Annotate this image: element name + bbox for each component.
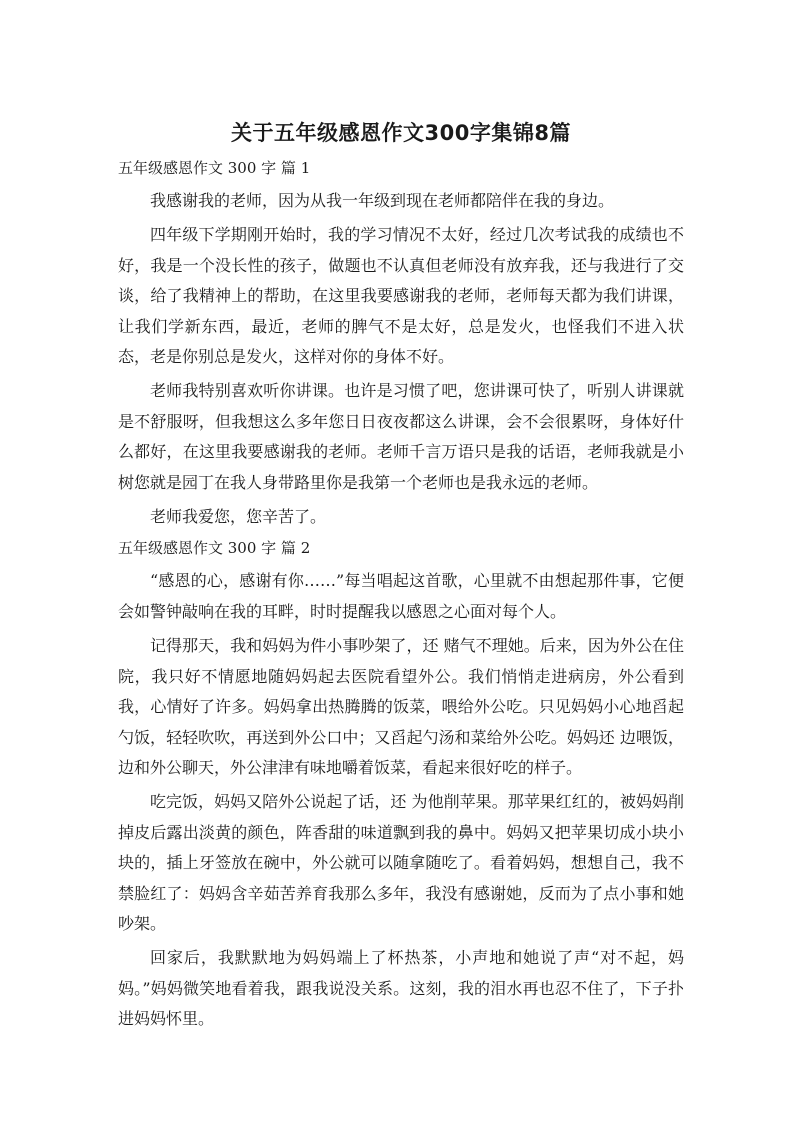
section-heading: 五年级感恩作文 300 字 篇 2 (118, 539, 311, 558)
document-title: 关于五年级感恩作文300字集锦8篇 (231, 121, 571, 145)
paragraph: 回家后，我默默地为妈妈端上了杯热茶，小声地和她说了声“对不起，妈妈。”妈妈微笑地看着我，跟我说没关系。这刻，我的泪水再也忍不住了，下子扑进妈妈怀里。 (118, 948, 684, 1029)
section-heading: 五年级感恩作文 300 字 篇 1 (118, 159, 311, 177)
paragraph: 记得那天，我和妈妈为件小事吵架了，还 赌气不理她。后来，因为外公在住院，我只好不情愿地随妈妈起去医院看望外公。我们悄悄走进病房，外公看到我，心情好了许多。妈妈拿出热腾腾的饭菜，喂给外公吃。只见妈妈小心地舀起勺饭，轻轻吹吹，再送到外公口中；又舀起勺汤和菜给外公吃。妈妈还 边喂饭，边和外公聊天，外公津津有味地嚼着饭菜，看起来很好吃的样子。 (118, 636, 684, 777)
paragraph: 我感谢我的老师，因为从我一年级到现在老师都陪伴在我的身边。 (150, 191, 615, 210)
paragraph: “感恩的心，感谢有你……”每当唱起这首歌，心里就不由想起那件事，它便会如警钟敲响在我的耳畔，时时提醒我以感恩之心面对每个人。 (118, 571, 684, 621)
paragraph: 四年级下学期刚开始时，我的学习情况不太好，经过几次考试我的成绩也不好，我是一个没长性的孩子，做题也不认真但老师没有放弃我，还与我进行了交谈，给了我精神上的帮助，在这里我要感谢我的老师，老师每天都为我们讲课，让我们学新东西，最近，老师的脾气不是太好，总是发火，也怪我们不进入状态，老是你别总是发火，这样对你的身体不好。 (118, 225, 684, 367)
paragraph: 老师我特别喜欢听你讲课。也许是习惯了吧，您讲课可快了，听别人讲课就是不舒服呀，但我想这么多年您日日夜夜都这么讲课，会不会很累呀，身体好什么都好，在这里我要感谢我的老师。老师千言万语只是我的话语，老师我就是小树您就是园丁在我人身带路里你是我第一个老师也是我永远的老师。 (118, 381, 684, 492)
paragraph: 吃完饭，妈妈又陪外公说起了话，还 为他削苹果。那苹果红红的，被妈妈削掉皮后露出淡黄的颜色，阵香甜的味道飘到我的鼻中。妈妈又把苹果切成小块小块的，插上牙签放在碗中，外公就可以随拿随吃了。看着妈妈，想想自己，我不禁脸红了：妈妈含辛茹苦养育我那么多年，我没有感谢她，反而为了点小事和她吵架。 (118, 792, 684, 933)
essay-section-2 (118, 538, 684, 1034)
document-page (118, 118, 684, 1039)
paragraph: 老师我爱您，您辛苦了。 (150, 507, 327, 527)
essay-section-1 (118, 158, 684, 532)
